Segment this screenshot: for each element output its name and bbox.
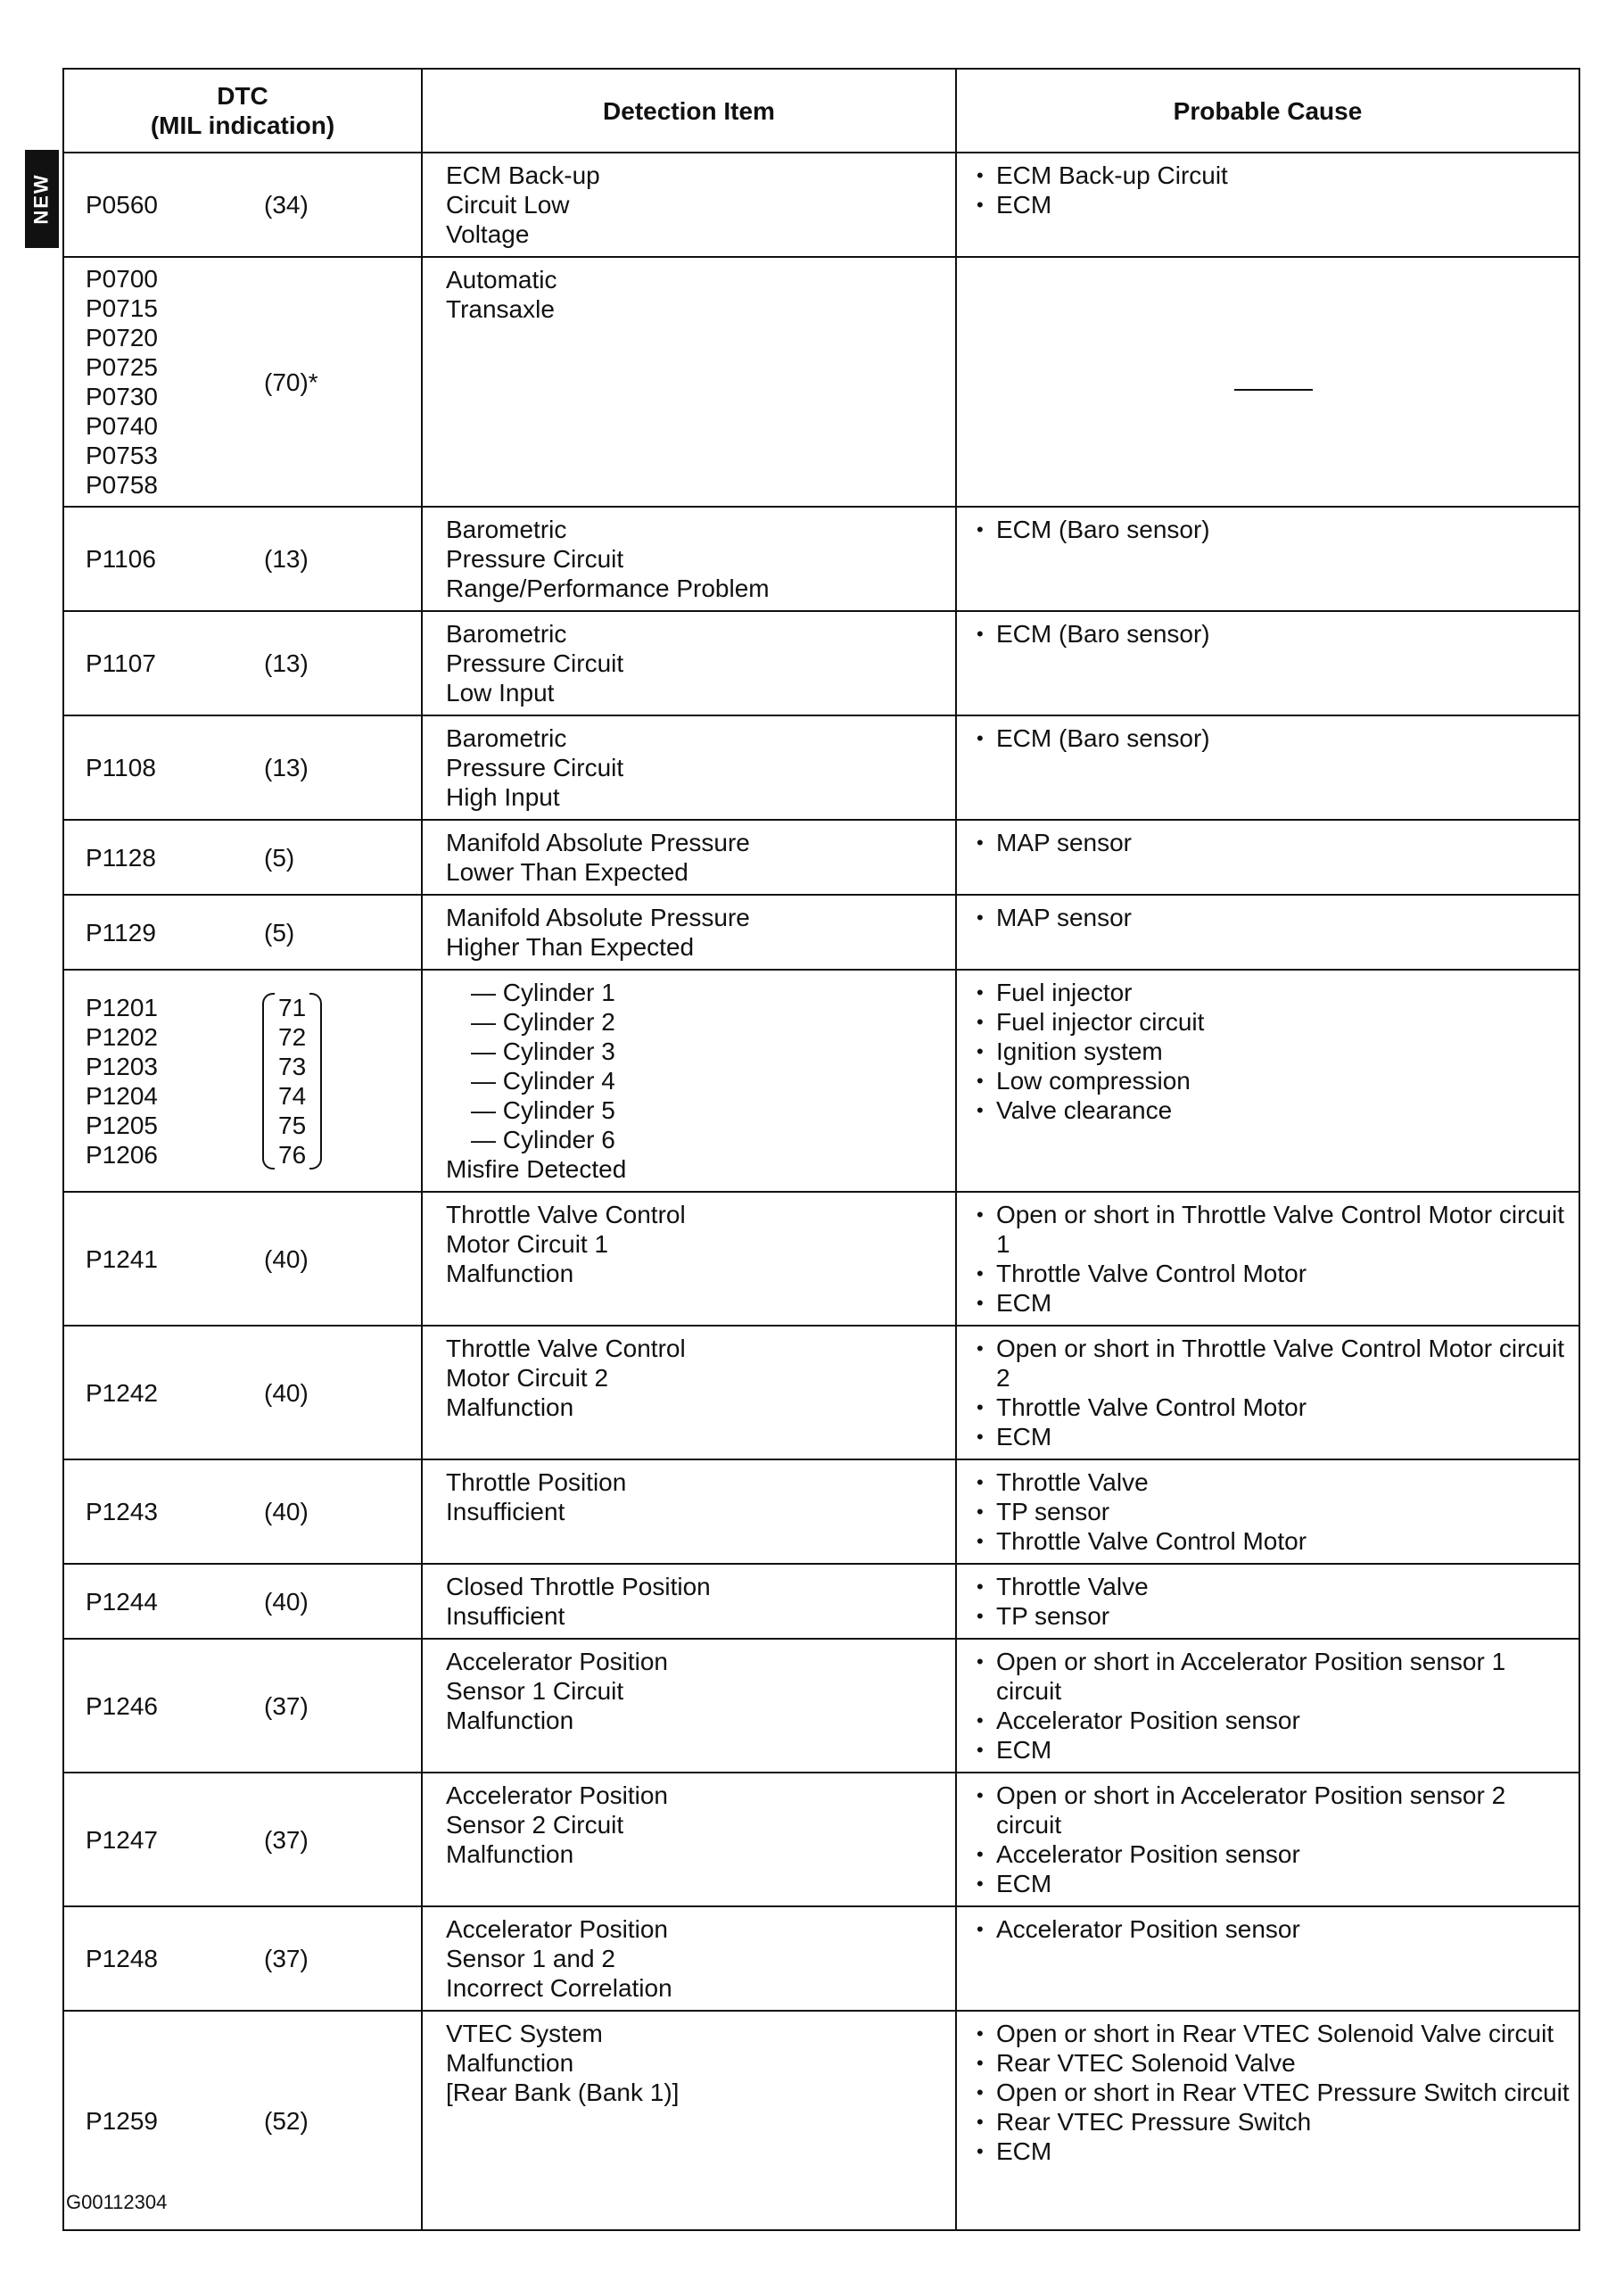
detection-cell bbox=[422, 1639, 956, 1773]
detection-line: Malfunction bbox=[446, 1393, 574, 1421]
cause-cell bbox=[956, 820, 1579, 895]
mil-indication: 73 bbox=[278, 1052, 307, 1080]
dtc-code: P1241 bbox=[86, 1244, 158, 1273]
dtc-code: P1206 bbox=[86, 1140, 158, 1169]
mil-indication: (13) bbox=[264, 545, 309, 573]
cause-item: • MAP sensor bbox=[975, 903, 1571, 932]
detection-line: — Cylinder 6 bbox=[471, 1126, 615, 1153]
detection-line: Low Input bbox=[446, 679, 555, 707]
mil-indication: 74 bbox=[278, 1081, 307, 1110]
mil-indication: (37) bbox=[264, 1825, 309, 1854]
table-row bbox=[63, 1564, 1579, 1639]
dtc-code: P0720 bbox=[86, 324, 158, 351]
detection-line: Automatic bbox=[446, 266, 557, 293]
detection-line: Range/Performance Problem bbox=[446, 574, 770, 602]
detection-line: — Cylinder 2 bbox=[471, 1008, 615, 1036]
mil-indication: (13) bbox=[264, 649, 309, 677]
cause-item: • TP sensor bbox=[975, 1601, 1571, 1631]
dtc-code: P1203 bbox=[86, 1052, 158, 1080]
cause-item: • Fuel injector circuit bbox=[975, 1007, 1571, 1037]
dtc-cell bbox=[63, 820, 422, 895]
cause-item: • Open or short in Throttle Valve Control Motor circuit 1 bbox=[975, 1200, 1571, 1259]
table-row bbox=[63, 507, 1579, 611]
cause-item: • ECM bbox=[975, 1288, 1571, 1318]
table-row bbox=[63, 2011, 1579, 2230]
mil-indication: (13) bbox=[264, 754, 309, 781]
detection-line: Malfunction bbox=[446, 1840, 574, 1868]
header-row bbox=[63, 69, 1579, 153]
table-row bbox=[63, 153, 1579, 257]
table-row bbox=[63, 611, 1579, 715]
cause-item: • Open or short in Rear VTEC Pressure Switch circuit bbox=[975, 2078, 1571, 2107]
dtc-code: P0758 bbox=[86, 471, 158, 499]
detection-line: Accelerator Position bbox=[446, 1781, 669, 1809]
cause-cell bbox=[956, 1906, 1579, 2011]
detection-line: Insufficient bbox=[446, 1602, 565, 1630]
cause-cell bbox=[956, 1192, 1579, 1326]
table-row bbox=[63, 1192, 1579, 1326]
cause-item: • Throttle Valve bbox=[975, 1572, 1571, 1601]
cause-item: • Fuel injector bbox=[975, 978, 1571, 1007]
table-row bbox=[63, 257, 1579, 507]
new-badge bbox=[25, 150, 59, 248]
cause-item: • Rear VTEC Pressure Switch bbox=[975, 2107, 1571, 2137]
dtc-code: P1246 bbox=[86, 1691, 158, 1720]
dtc-code: P1202 bbox=[86, 1022, 158, 1051]
cause-cell bbox=[956, 1639, 1579, 1773]
detection-cell bbox=[422, 1564, 956, 1639]
detection-cell bbox=[422, 257, 956, 507]
table-row bbox=[63, 1459, 1579, 1564]
cause-item: • ECM bbox=[975, 1869, 1571, 1898]
dtc-code: P1259 bbox=[86, 2106, 158, 2135]
detection-line: Closed Throttle Position bbox=[446, 1573, 711, 1600]
detection-cell bbox=[422, 2011, 956, 2230]
dtc-code: P1204 bbox=[86, 1081, 158, 1110]
dtc-cell bbox=[63, 1564, 422, 1639]
cause-cell bbox=[956, 1326, 1579, 1459]
detection-line: Pressure Circuit bbox=[446, 545, 624, 573]
detection-line: Malfunction bbox=[446, 2049, 574, 2077]
detection-line: Throttle Valve Control bbox=[446, 1201, 686, 1228]
detection-line: Insufficient bbox=[446, 1498, 565, 1525]
dtc-cell bbox=[63, 970, 422, 1192]
mil-indication: (5) bbox=[264, 843, 295, 872]
mil-indication: 72 bbox=[278, 1022, 307, 1051]
detection-cell bbox=[422, 611, 956, 715]
cause-item: • Throttle Valve Control Motor bbox=[975, 1526, 1571, 1556]
mil-indication: (40) bbox=[264, 1498, 309, 1525]
cause-cell bbox=[956, 611, 1579, 715]
detection-line: Sensor 1 and 2 bbox=[446, 1945, 615, 1972]
dtc-cell bbox=[63, 1639, 422, 1773]
detection-line: Motor Circuit 1 bbox=[446, 1230, 609, 1258]
dtc-cell bbox=[63, 715, 422, 820]
figure-id: G00112304 bbox=[66, 2191, 168, 2213]
detection-line: Accelerator Position bbox=[446, 1915, 669, 1943]
mil-bracket-group bbox=[262, 993, 322, 1170]
dtc-code: P0730 bbox=[86, 383, 158, 410]
cause-item: • Throttle Valve Control Motor bbox=[975, 1393, 1571, 1422]
dtc-code: P1108 bbox=[86, 754, 156, 781]
cause-item: • ECM bbox=[975, 190, 1571, 219]
detection-line: Barometric bbox=[446, 724, 567, 752]
left-bracket bbox=[262, 993, 275, 1170]
detection-cell bbox=[422, 507, 956, 611]
detection-line: Incorrect Correlation bbox=[446, 1974, 672, 2002]
dtc-code: P1205 bbox=[86, 1111, 158, 1139]
detection-cell bbox=[422, 1773, 956, 1906]
detection-cell bbox=[422, 820, 956, 895]
new-badge-label: NEW bbox=[30, 173, 54, 225]
detection-cell bbox=[422, 1906, 956, 2011]
table-row bbox=[63, 715, 1579, 820]
cause-item: • Rear VTEC Solenoid Valve bbox=[975, 2048, 1571, 2078]
table-row bbox=[63, 1773, 1579, 1906]
table-row bbox=[63, 970, 1579, 1192]
detection-line: Misfire Detected bbox=[446, 1155, 627, 1183]
cause-item: • Low compression bbox=[975, 1066, 1571, 1095]
cause-cell bbox=[956, 1773, 1579, 1906]
detection-line: Sensor 2 Circuit bbox=[446, 1811, 624, 1839]
header-dtc bbox=[63, 69, 422, 153]
detection-line: Sensor 1 Circuit bbox=[446, 1677, 624, 1705]
mil-indication: (34) bbox=[264, 191, 309, 219]
dtc-code: P1247 bbox=[86, 1825, 158, 1854]
detection-line: Manifold Absolute Pressure bbox=[446, 904, 750, 931]
cause-item: • Open or short in Rear VTEC Solenoid Valve circuit bbox=[975, 2019, 1571, 2048]
dtc-cell bbox=[63, 1326, 422, 1459]
detection-line: Motor Circuit 2 bbox=[446, 1364, 609, 1392]
dtc-cell bbox=[63, 895, 422, 970]
header-cause: Probable Cause bbox=[956, 69, 1579, 153]
cause-item: • Accelerator Position sensor bbox=[975, 1839, 1571, 1869]
cause-item: • ECM (Baro sensor) bbox=[975, 515, 1571, 544]
detection-line: [Rear Bank (Bank 1)] bbox=[446, 2079, 680, 2106]
dtc-code: P1244 bbox=[86, 1587, 158, 1616]
table-row bbox=[63, 1906, 1579, 2011]
dtc-cell bbox=[63, 611, 422, 715]
cause-cell bbox=[956, 970, 1579, 1192]
cause-cell bbox=[956, 1564, 1579, 1639]
detection-cell bbox=[422, 970, 956, 1192]
table-row bbox=[63, 1639, 1579, 1773]
detection-cell bbox=[422, 1326, 956, 1459]
cause-item: • Open or short in Accelerator Position sensor 1 circuit bbox=[975, 1647, 1571, 1706]
detection-line: Barometric bbox=[446, 620, 567, 648]
right-bracket bbox=[309, 993, 322, 1170]
cause-item: • ECM bbox=[975, 2137, 1571, 2166]
cause-item: • ECM Back-up Circuit bbox=[975, 161, 1571, 190]
dtc-code: P0725 bbox=[86, 353, 158, 381]
detection-line: ECM Back-up bbox=[446, 161, 600, 189]
cause-item: • ECM bbox=[975, 1422, 1571, 1451]
cause-item: • Valve clearance bbox=[975, 1095, 1571, 1125]
dtc-code: P1129 bbox=[86, 918, 156, 946]
detection-line: — Cylinder 3 bbox=[471, 1037, 615, 1065]
cause-item: • Open or short in Throttle Valve Control Motor circuit 2 bbox=[975, 1334, 1571, 1393]
cause-item: • ECM (Baro sensor) bbox=[975, 723, 1571, 753]
mil-indication: (37) bbox=[264, 1945, 309, 1972]
dtc-code: P1128 bbox=[86, 843, 156, 872]
cause-item: • Throttle Valve bbox=[975, 1467, 1571, 1497]
dtc-code: P1201 bbox=[86, 993, 158, 1021]
dtc-code: P0560 bbox=[86, 191, 158, 219]
cause-cell bbox=[956, 895, 1579, 970]
cause-item: • Throttle Valve Control Motor bbox=[975, 1259, 1571, 1288]
dtc-code: P0700 bbox=[86, 265, 158, 293]
detection-line: VTEC System bbox=[446, 2020, 603, 2047]
dtc-cell bbox=[63, 1459, 422, 1564]
detection-line: — Cylinder 1 bbox=[471, 979, 615, 1006]
mil-indication: 75 bbox=[278, 1111, 307, 1139]
mil-indication: (40) bbox=[264, 1587, 309, 1616]
dtc-cell bbox=[63, 1192, 422, 1326]
table-row bbox=[63, 1326, 1579, 1459]
cause-item: • Accelerator Position sensor bbox=[975, 1914, 1571, 1944]
mil-indication: (40) bbox=[264, 1378, 309, 1407]
dtc-cell bbox=[63, 153, 422, 257]
detection-line: Higher Than Expected bbox=[446, 933, 695, 961]
detection-line: Transaxle bbox=[446, 295, 555, 323]
cause-cell bbox=[956, 507, 1579, 611]
cause-item: • Open or short in Accelerator Position sensor 2 circuit bbox=[975, 1781, 1571, 1839]
dtc-code: P1243 bbox=[86, 1498, 158, 1525]
dtc-code: P1106 bbox=[86, 545, 156, 573]
cause-cell bbox=[956, 153, 1579, 257]
dtc-code: P1242 bbox=[86, 1378, 158, 1407]
cause-cell bbox=[956, 2011, 1579, 2230]
dtc-code: P0740 bbox=[86, 412, 158, 440]
detection-line: Lower Than Expected bbox=[446, 858, 688, 886]
dtc-cell bbox=[63, 1906, 422, 2011]
cause-item: • MAP sensor bbox=[975, 828, 1571, 857]
mil-indication: 71 bbox=[278, 993, 307, 1021]
cause-cell bbox=[956, 257, 1579, 507]
table-row bbox=[63, 820, 1579, 895]
dtc-code: P1107 bbox=[86, 649, 156, 677]
dtc-code: P0753 bbox=[86, 442, 158, 469]
cause-item: • Accelerator Position sensor bbox=[975, 1706, 1571, 1735]
dtc-cell bbox=[63, 1773, 422, 1906]
detection-cell bbox=[422, 895, 956, 970]
detection-line: Voltage bbox=[446, 220, 530, 248]
detection-line: Barometric bbox=[446, 516, 567, 543]
cause-item: • ECM (Baro sensor) bbox=[975, 619, 1571, 649]
mil-indication: 76 bbox=[278, 1140, 307, 1169]
mil-indication: (52) bbox=[264, 2106, 309, 2135]
dtc-code: P1248 bbox=[86, 1945, 158, 1972]
table-row bbox=[63, 895, 1579, 970]
detection-line: Malfunction bbox=[446, 1260, 574, 1287]
detection-line: Manifold Absolute Pressure bbox=[446, 829, 750, 856]
cause-cell bbox=[956, 715, 1579, 820]
mil-indication: (37) bbox=[264, 1691, 309, 1720]
dtc-code: P0715 bbox=[86, 294, 158, 322]
detection-cell bbox=[422, 715, 956, 820]
cause-item: • ECM bbox=[975, 1735, 1571, 1765]
detection-line: Malfunction bbox=[446, 1707, 574, 1734]
header-dtc-title: DTC bbox=[217, 82, 268, 110]
cause-cell bbox=[956, 1459, 1579, 1564]
cause-dash bbox=[1234, 389, 1313, 391]
detection-line: Pressure Circuit bbox=[446, 649, 624, 677]
dtc-cell bbox=[63, 507, 422, 611]
header-detection: Detection Item bbox=[422, 69, 956, 153]
detection-cell bbox=[422, 1192, 956, 1326]
detection-line: — Cylinder 4 bbox=[471, 1067, 615, 1095]
detection-line: Accelerator Position bbox=[446, 1648, 669, 1675]
mil-indication: (70)* bbox=[264, 368, 318, 396]
header-mil-title: (MIL indication) bbox=[150, 112, 335, 139]
detection-line: Throttle Position bbox=[446, 1468, 627, 1496]
detection-cell bbox=[422, 1459, 956, 1564]
detection-line: High Input bbox=[446, 783, 560, 811]
dtc-cell bbox=[63, 257, 422, 507]
mil-indication: (5) bbox=[264, 918, 295, 946]
detection-line: Pressure Circuit bbox=[446, 754, 624, 781]
detection-line: Circuit Low bbox=[446, 191, 570, 219]
detection-cell bbox=[422, 153, 956, 257]
mil-indication: (40) bbox=[264, 1244, 309, 1273]
detection-line: Throttle Valve Control bbox=[446, 1335, 686, 1362]
dtc-table bbox=[62, 68, 1580, 2231]
detection-line: — Cylinder 5 bbox=[471, 1096, 615, 1124]
cause-item: • Ignition system bbox=[975, 1037, 1571, 1066]
cause-item: • TP sensor bbox=[975, 1497, 1571, 1526]
